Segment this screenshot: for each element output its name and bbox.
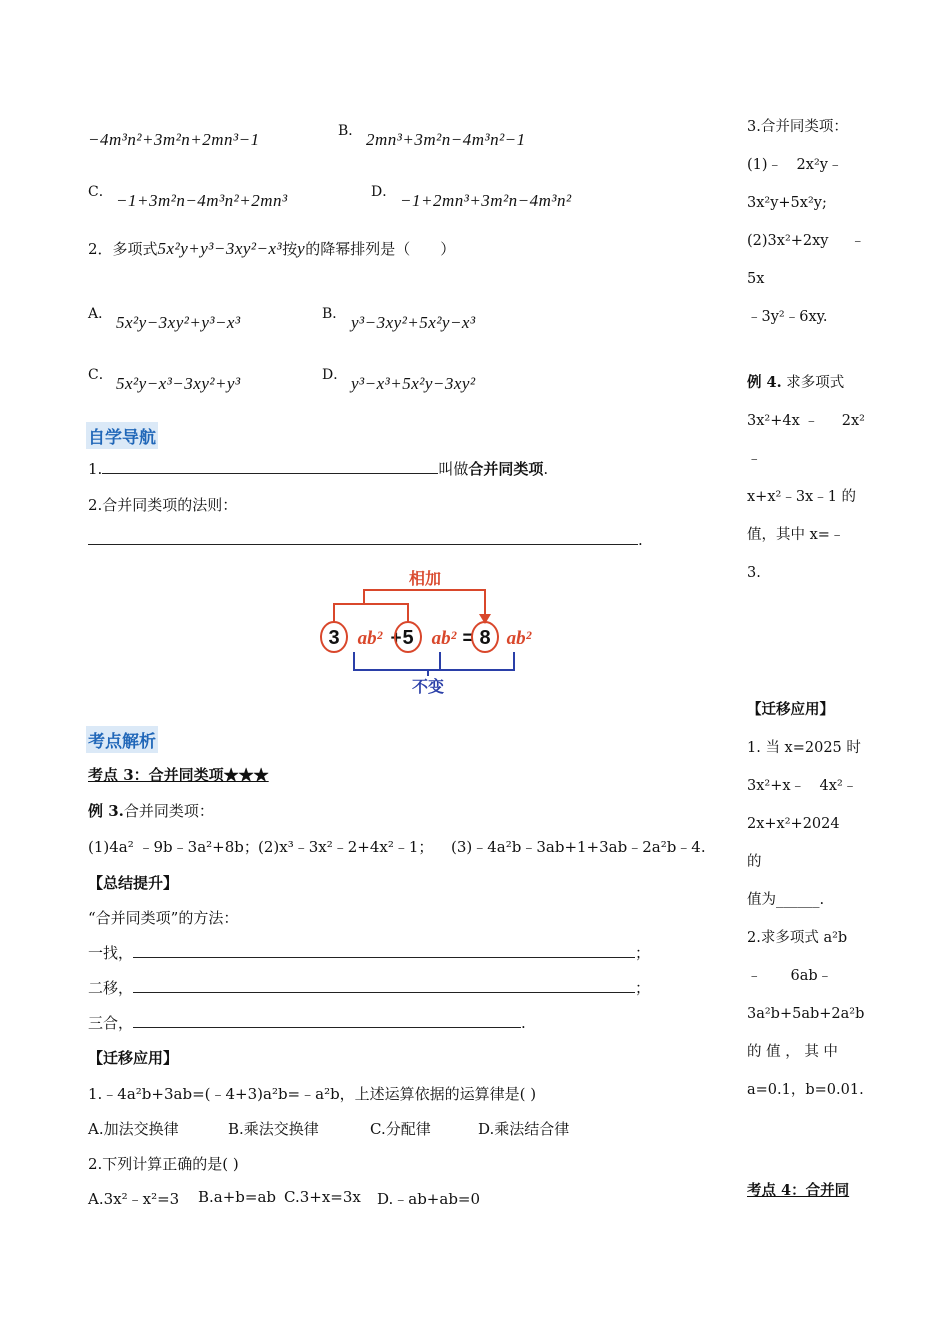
q2-calc-option-b: B.a+b=ab (198, 1188, 277, 1206)
term-3: ab² (506, 628, 532, 649)
sidebar-line: 3a²b+5ab+2a²b (747, 1006, 865, 1022)
option-a-expression: −4m³n²+3m²n+2mn³−1 (88, 130, 260, 149)
line-1-end: . (543, 460, 549, 478)
sidebar-line: 的 值 ， 其 中 (747, 1044, 838, 1060)
question-2-variable: y (297, 239, 306, 258)
equals-sign: = (462, 628, 474, 649)
q2-option-c-expression: 5x²y−x³−3xy²+y³ (116, 374, 241, 393)
coefficient-5: 5 (402, 627, 414, 649)
q2-option-a-expression: 5x²y−3xy²+y³−x³ (116, 313, 241, 332)
q2-option-b-expression: y³−3xy²+5x²y−x³ (351, 313, 476, 332)
diagram-bottom-label: 不变 (411, 679, 445, 696)
self-study-line-1 (88, 458, 548, 479)
sidebar-line: 值，其中 x=﹣ (747, 527, 845, 543)
sidebar-line: a=0.1，b=0.01. (747, 1082, 864, 1098)
q1-option-a: A.加法交换律 (88, 1120, 179, 1138)
answer-blank[interactable] (102, 459, 438, 474)
example-3-label: 例 3. (88, 802, 124, 820)
line-1-prefix: 1. (88, 460, 103, 478)
option-b-label: B． (338, 123, 363, 139)
step-move-end: ； (635, 979, 651, 997)
sidebar-line: ﹣3y²﹣6xy. (747, 309, 828, 325)
sidebar-apply (747, 691, 865, 1109)
q2-option-b-label: B． (322, 306, 347, 322)
example-3 (88, 800, 214, 821)
combine-like-terms-diagram (300, 562, 560, 702)
step-move-label: 二移， (88, 979, 134, 997)
sidebar-point-4: 考点 4：合并同 (747, 1182, 850, 1199)
q2-calc-option-d: D.﹣ab+ab=0 (377, 1190, 481, 1208)
step-combine-end: . (521, 1014, 526, 1032)
q1-option-d: D.乘法结合律 (478, 1120, 570, 1138)
example-4-label: 例 4. (747, 374, 782, 391)
sidebar-line: 3. (747, 565, 761, 581)
q2-option-d-label: D． (322, 367, 348, 383)
example-3-part-2: (2)x³﹣3x²﹣2+4x²﹣1； (258, 838, 434, 856)
question-2-suffix2: 的降幂排列是（ ） (305, 240, 456, 258)
sidebar-line: ﹣ 6ab﹣ (747, 968, 833, 984)
q2-option-d-expression: y³−x³+5x²y−3xy² (351, 374, 476, 393)
line-1-text: 叫做 (438, 460, 469, 478)
summary-heading: 【总结提升】 (88, 874, 179, 892)
example-3-part-3: (3)﹣4a²b﹣3ab+1+3ab﹣2a²b﹣4. (451, 838, 706, 856)
coefficient-8: 8 (479, 627, 491, 649)
sidebar-line: 2x+x²+2024 的 (747, 816, 855, 870)
sidebar-line: 1. 当 x=2025 时 (747, 740, 861, 756)
answer-blank[interactable] (133, 943, 635, 958)
method-text: “合并同类项”的方法： (88, 909, 239, 927)
point-3-heading: 考点 3：合并同类项★★★ (88, 766, 269, 784)
sidebar-line: (1)﹣ 2x²y﹣ (747, 157, 843, 173)
q2-option-a-label: A． (88, 306, 113, 322)
q1-option-c: C.分配律 (370, 1120, 431, 1138)
step-combine-label: 三合， (88, 1014, 134, 1032)
q2-option-c-label: C． (88, 367, 113, 383)
line-3-end: . (638, 531, 643, 549)
option-d-label: D． (371, 184, 397, 200)
option-c-label: C． (88, 184, 113, 200)
diagram-top-label: 相加 (408, 571, 442, 588)
sidebar-line (747, 364, 865, 402)
q1-option-b: B.乘法交换律 (228, 1120, 319, 1138)
term-2: ab² (431, 628, 457, 649)
plus-sign: + (390, 628, 402, 649)
example-3-text: 合并同类项： (123, 802, 214, 820)
sidebar-line: 3x²+x﹣ 4x²﹣ (747, 778, 858, 794)
sidebar-block-1 (747, 108, 880, 336)
answer-blank[interactable] (133, 1013, 521, 1028)
sidebar-line: x+x²﹣3x﹣1 的 (747, 489, 857, 505)
sidebar-apply-heading: 【迁移应用】 (747, 701, 834, 718)
term-1: ab² (357, 628, 383, 649)
self-study-line-3 (88, 530, 643, 549)
q2-calc-option-a: A.3x²﹣x²=3 (88, 1190, 180, 1208)
apply-question-2: 2.下列计算正确的是( ) (88, 1155, 239, 1173)
sidebar-line: (2)3x²+2xy﹣ 5x (747, 233, 880, 287)
step-find-label: 一找， (88, 944, 134, 962)
sidebar-line: 3x²y+5x²y; (747, 195, 827, 211)
q2-calc-option-c: C.3+x=3x (284, 1188, 361, 1206)
sidebar-line: 2.求多项式 a²b (747, 930, 848, 946)
self-study-heading: 自学导航 (86, 422, 158, 449)
sidebar-line: 值为______. (747, 892, 825, 908)
option-c-expression: −1+3m²n−4m³n²+2mn³ (116, 191, 288, 210)
option-b-expression: 2mn³+3m²n−4m³n²−1 (366, 130, 526, 149)
answer-blank[interactable] (133, 978, 635, 993)
sidebar-example-4 (747, 364, 865, 592)
question-2-prefix: 2．多项式 (88, 240, 158, 258)
example-3-part-1: (1)4a² ﹣9b﹣3a²+8b； (88, 838, 259, 856)
sidebar-line: 3x²+4x﹣ 2x²﹣ (747, 413, 865, 467)
step-move (88, 977, 650, 998)
coefficient-3: 3 (328, 627, 340, 649)
apply-heading: 【迁移应用】 (88, 1049, 179, 1067)
answer-blank[interactable] (88, 530, 638, 545)
self-study-line-2: 2.合并同类项的法则： (88, 496, 238, 514)
apply-question-1: 1.﹣4a²b+3ab=(﹣4+3)a²b=﹣a²b，上述运算依据的运算律是( ) (88, 1085, 537, 1103)
step-combine (88, 1012, 526, 1033)
example-4-text: 求多项式 (786, 375, 845, 391)
analysis-heading: 考点解析 (86, 726, 158, 753)
option-d-expression: −1+2mn³+3m²n−4m³n² (400, 191, 572, 210)
step-find-end: ； (635, 944, 651, 962)
question-2-suffix: 按 (282, 240, 298, 258)
question-2-polynomial: 5x²y+y³−3xy²−x³ (157, 239, 283, 258)
sidebar-line: 3.合并同类项： (747, 119, 848, 135)
line-1-term: 合并同类项 (468, 460, 544, 478)
step-find (88, 942, 650, 963)
question-2 (88, 238, 455, 259)
